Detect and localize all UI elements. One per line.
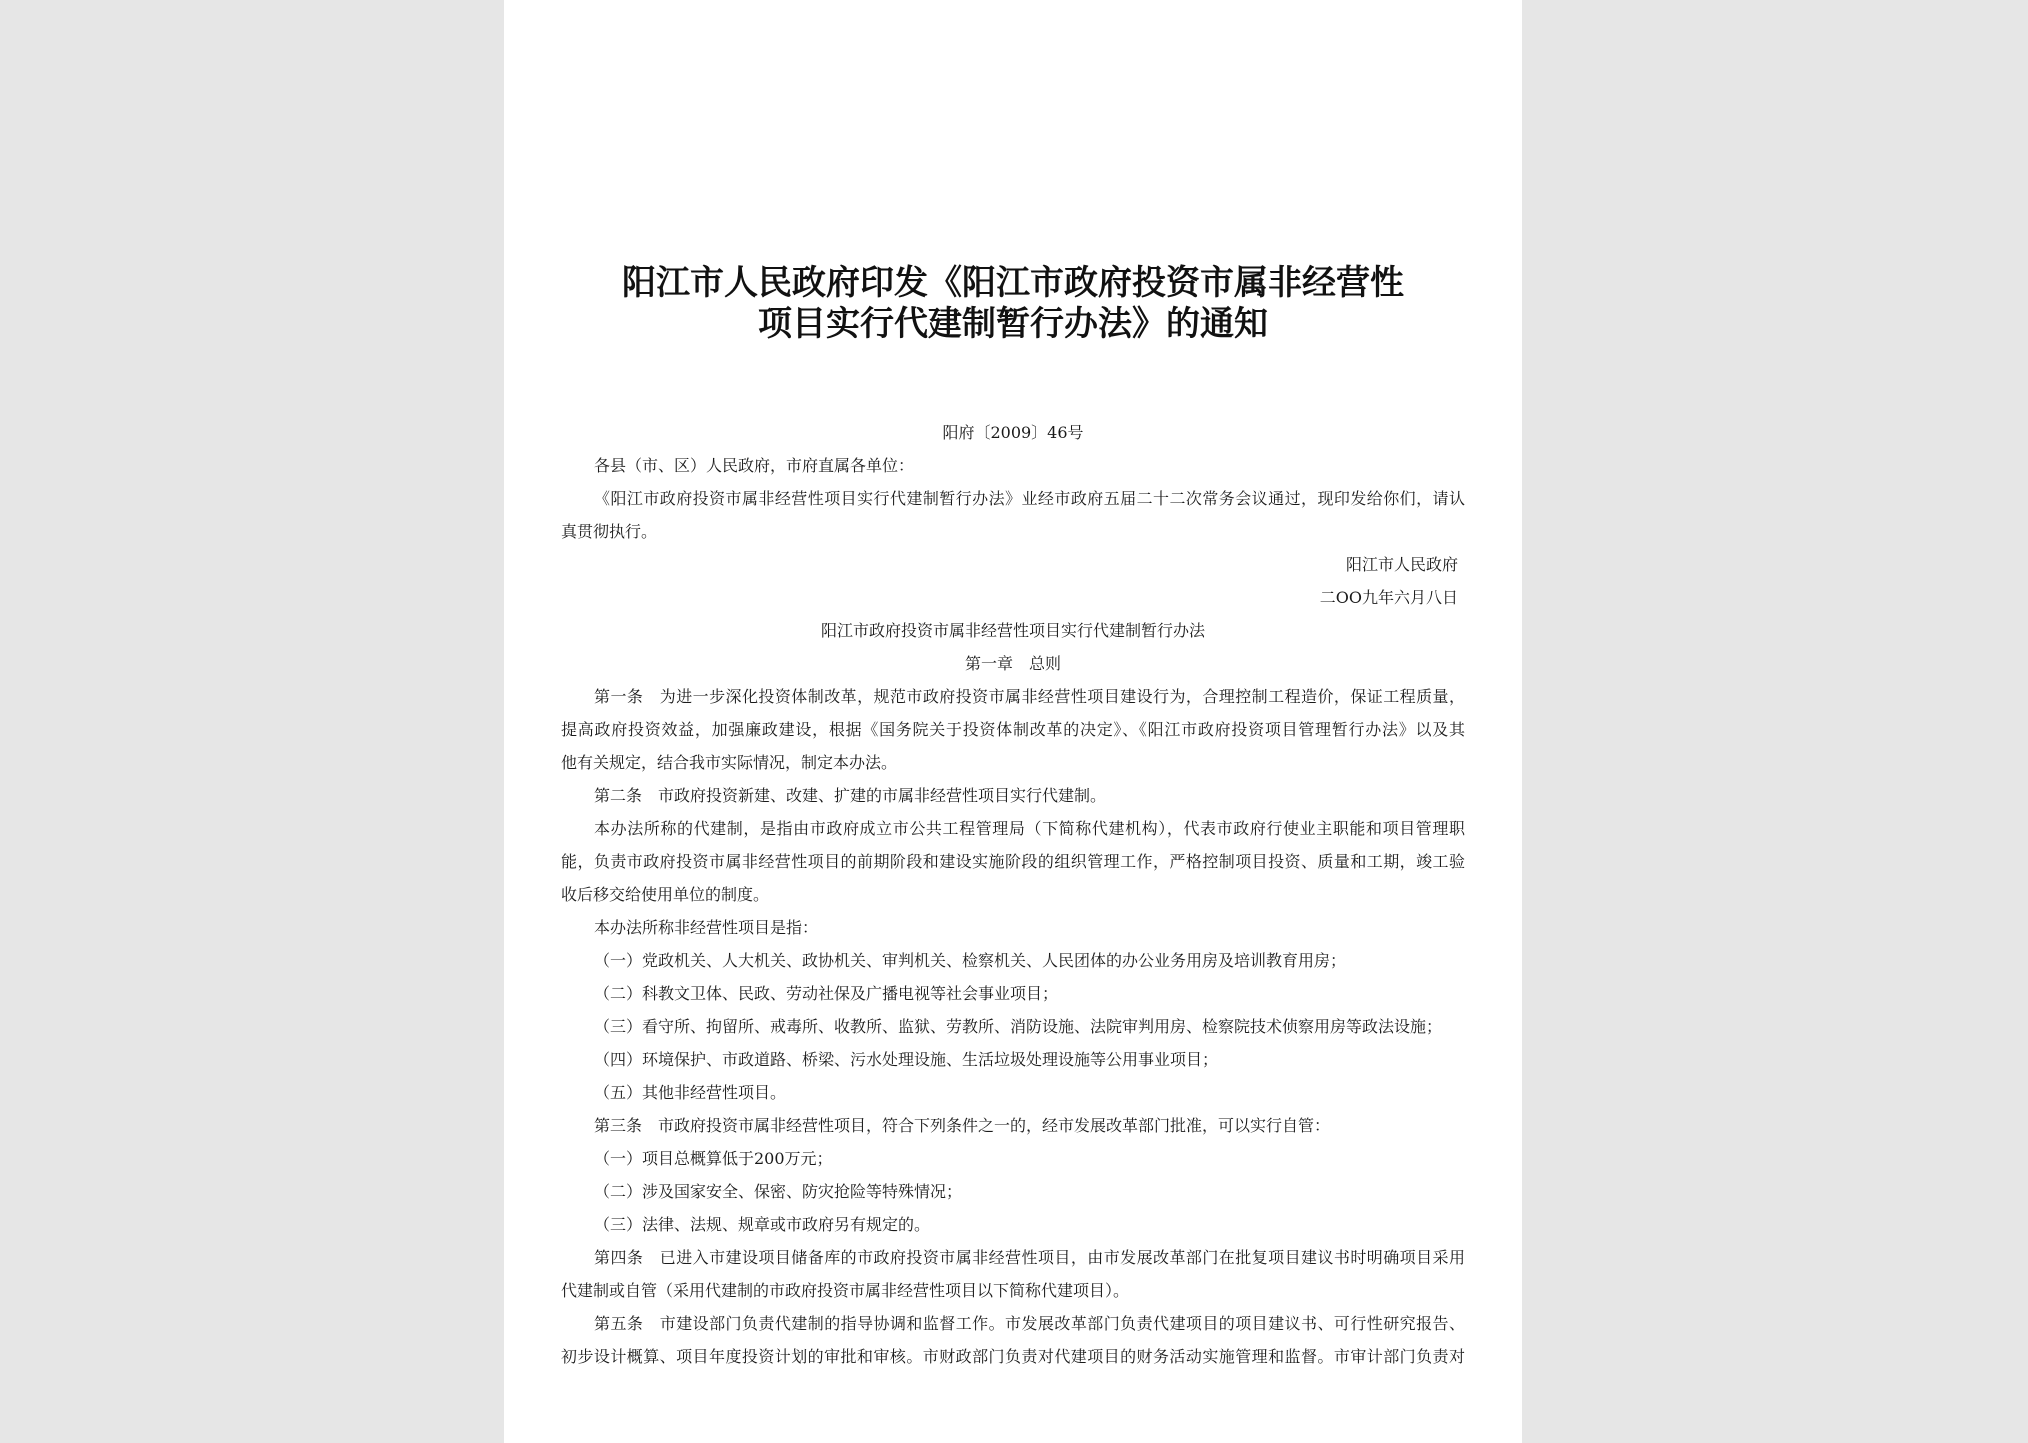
body-line: 能，负责市政府投资市属非经营性项目的前期阶段和建设实施阶段的组织管理工作，严格控制项目投资、质量和工期，竣工验 bbox=[561, 852, 1465, 871]
intro-line-2: 真贯彻执行。 bbox=[561, 522, 658, 541]
document-title-line-2: 项目实行代建制暂行办法》的通知 bbox=[758, 304, 1268, 344]
body-line: （一）项目总概算低于200万元； bbox=[594, 1149, 833, 1168]
body-line: （一）党政机关、人大机关、政协机关、审判机关、检察机关、人民团体的办公业务用房及培训教育用房； bbox=[594, 951, 1347, 970]
chapter-title: 第一章 总则 bbox=[964, 654, 1061, 673]
body-line: 第五条 市建设部门负责代建制的指导协调和监督工作。市发展改革部门负责代建项目的项目建议书、可行性研究报告、 bbox=[594, 1314, 1465, 1333]
body-line: （二）涉及国家安全、保密、防灾抢险等特殊情况； bbox=[594, 1182, 963, 1201]
intro-line-1: 《阳江市政府投资市属非经营性项目实行代建制暂行办法》业经市政府五届二十二次常务会议通过，现印发给你们，请认 bbox=[594, 489, 1465, 508]
body-line: 第三条 市政府投资市属非经营性项目，符合下列条件之一的，经市发展改革部门批准，可以实行自管： bbox=[594, 1116, 1331, 1135]
body-line: （四）环境保护、市政道路、桥梁、污水处理设施、生活垃圾处理设施等公用事业项目； bbox=[594, 1050, 1219, 1069]
body-line: 提高政府投资效益，加强廉政建设，根据《国务院关于投资体制改革的决定》、《阳江市政府投资项目管理暂行办法》以及其 bbox=[561, 720, 1465, 739]
body-line: 本办法所称的代建制，是指由市政府成立市公共工程管理局（下简称代建机构），代表市政府行使业主职能和项目管理职 bbox=[594, 819, 1465, 838]
signature-org: 阳江市人民政府 bbox=[1345, 555, 1458, 574]
body-line: 第四条 已进入市建设项目储备库的市政府投资市属非经营性项目，由市发展改革部门在批复项目建议书时明确项目采用 bbox=[594, 1248, 1465, 1267]
body-line: 第二条 市政府投资新建、改建、扩建的市属非经营性项目实行代建制。 bbox=[594, 786, 1107, 805]
signature-date: 二OO九年六月八日 bbox=[1319, 588, 1458, 607]
body-line: 第一条 为进一步深化投资体制改革，规范市政府投资市属非经营性项目建设行为，合理控制工程造价，保证工程质量， bbox=[594, 687, 1465, 706]
body-line: （五）其他非经营性项目。 bbox=[594, 1083, 787, 1102]
addressee: 各县（市、区）人民政府，市府直属各单位： bbox=[594, 456, 915, 475]
body-line: （三）看守所、拘留所、戒毒所、收教所、监狱、劳教所、消防设施、法院审判用房、检察院技术侦察用房等政法设施； bbox=[594, 1017, 1443, 1036]
body-line: 代建制或自管（采用代建制的市政府投资市属非经营性项目以下简称代建项目）。 bbox=[561, 1281, 1130, 1300]
document-number: 阳府〔2009〕46号 bbox=[942, 423, 1084, 442]
body-line: 收后移交给使用单位的制度。 bbox=[561, 885, 770, 904]
rules-title: 阳江市政府投资市属非经营性项目实行代建制暂行办法 bbox=[820, 621, 1205, 640]
body-line: （三）法律、法规、规章或市政府另有规定的。 bbox=[594, 1215, 931, 1234]
document-page bbox=[504, 0, 1522, 1443]
document-title-line-1: 阳江市人民政府印发《阳江市政府投资市属非经营性 bbox=[622, 263, 1404, 303]
body-line: 他有关规定，结合我市实际情况，制定本办法。 bbox=[561, 753, 898, 772]
body-line: 本办法所称非经营性项目是指： bbox=[594, 918, 819, 937]
body-line: 初步设计概算、项目年度投资计划的审批和审核。市财政部门负责对代建项目的财务活动实施管理和监督。市审计部门负责对 bbox=[561, 1347, 1465, 1366]
body-line: （二）科教文卫体、民政、劳动社保及广播电视等社会事业项目； bbox=[594, 984, 1059, 1003]
